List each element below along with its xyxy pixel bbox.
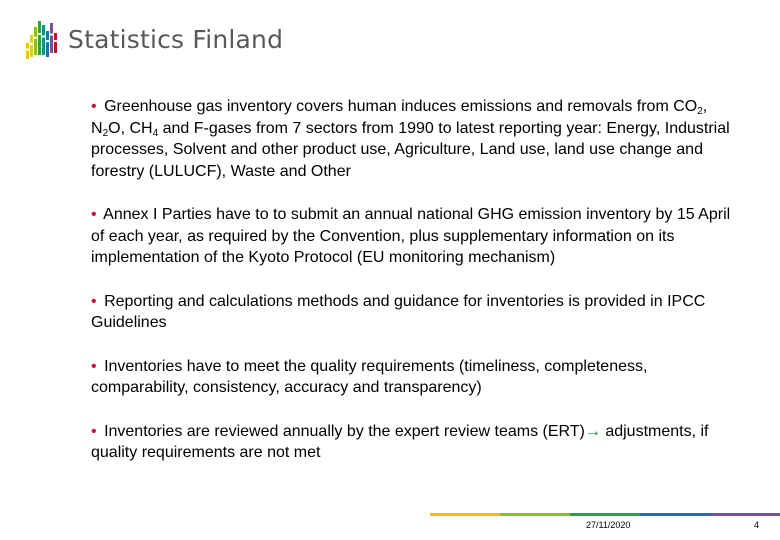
bullet-text-part: , N [91, 98, 708, 137]
bullet-ghg-inventory [91, 96, 731, 182]
subscript: 2 [697, 106, 703, 117]
bullet-text-part: adjustments, if quality requirements are not met [91, 422, 709, 461]
bullet-annex-parties [91, 204, 731, 269]
logo-bar-gap [26, 49, 29, 51]
slide-content [91, 96, 731, 486]
bullet-expert-review [91, 421, 731, 464]
logo-bar-gap [46, 40, 49, 42]
bullet-ipcc-guidelines [91, 291, 731, 334]
footer-line-segment [500, 513, 570, 516]
logo-bar-gap [54, 40, 57, 42]
bullet-marker: • [91, 422, 97, 440]
bullet-text: Annex I Parties have to to submit an annual national GHG emission inventory by 15 April of each year, as required by the Convention, plus supplementary information on its implementation of the Kyoto Protocol (EU monitoring mechanism) [91, 206, 731, 266]
logo-text: Statistics Finland [68, 24, 284, 54]
right-arrow-icon: → [584, 422, 601, 440]
logo-bar [34, 27, 37, 55]
bullet-marker: • [91, 206, 97, 223]
footer-color-line [430, 513, 780, 516]
logo-bar [46, 31, 49, 57]
bullet-marker: • [91, 292, 97, 310]
logo-bar-gap [34, 37, 37, 39]
bullet-text: Inventories have to meet the quality requirements (timeliness, completeness, comparability, consistency, accuracy and transparency) [91, 357, 648, 396]
bullet-marker: • [91, 98, 97, 115]
bullet-text-part: and F-gases from 7 sectors from 1990 to latest reporting year: Energy, Industrial processes, Solvent and other product use, Agriculture, Land use, land use change and forestry (LULUCF), Waste and Other [91, 119, 730, 180]
bullet-text-part: Greenhouse gas inventory covers human induces emissions and removals from CO [104, 98, 698, 115]
logo-bar-gap [30, 43, 33, 45]
logo-bar-gap [42, 36, 45, 38]
bullet-text: Reporting and calculations methods and guidance for inventories is provided in IPCC Guidelines [91, 292, 706, 331]
page-number: 4 [754, 520, 760, 530]
footer-line-segment [710, 513, 780, 516]
logo-bar [30, 35, 33, 57]
logo-bar-gap [50, 34, 53, 36]
bullet-text-part: Inventories are reviewed annually by the expert review teams (ERT) [104, 422, 585, 440]
footer-line-segment [640, 513, 710, 516]
subscript: 2 [102, 127, 109, 139]
subscript: 4 [152, 127, 159, 139]
logo-bars-icon [26, 17, 60, 59]
footer-line-segment [570, 513, 640, 516]
logo-bar [42, 25, 45, 55]
footer-line-segment [430, 513, 500, 516]
logo-bar [26, 43, 29, 59]
logo-bar [50, 23, 53, 53]
statistics-finland-logo [26, 17, 283, 59]
logo-bar [38, 21, 41, 55]
bullet-marker: • [91, 357, 97, 375]
logo-bar [54, 33, 57, 53]
logo-bar-gap [38, 33, 41, 35]
footer-date: 27/11/2020 [586, 520, 631, 530]
bullet-quality-requirements [91, 356, 731, 399]
bullet-text-part: O, CH [108, 119, 153, 137]
